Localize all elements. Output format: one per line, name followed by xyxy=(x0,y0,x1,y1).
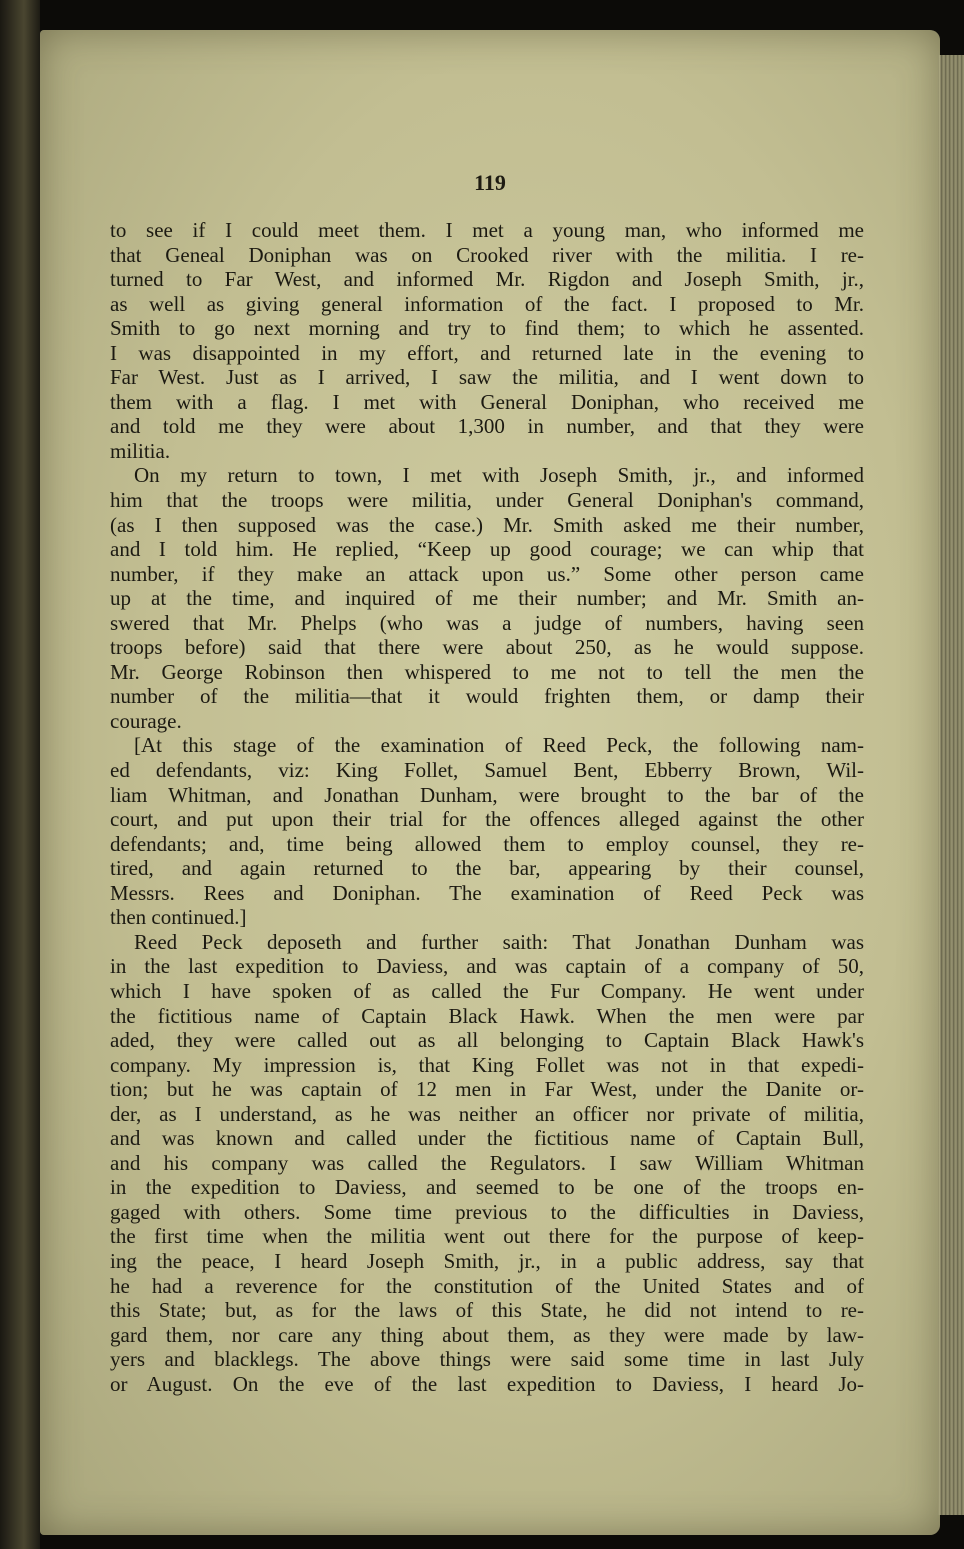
text-line: which I have spoken of as called the Fur Company. He went under xyxy=(110,978,864,1003)
text-line: that Geneal Doniphan was on Crooked river with the militia. I re- xyxy=(110,242,864,267)
text-line: to see if I could meet them. I met a young man, who informed me xyxy=(110,218,864,242)
text-line: this State; but, as for the laws of this State, he did not intend to re- xyxy=(110,1298,864,1323)
text-line: turned to Far West, and informed Mr. Rigdon and Joseph Smith, jr., xyxy=(110,267,864,292)
text-line: and told me they were about 1,300 in number, and that they were xyxy=(110,414,864,439)
text-line: ing the peace, I heard Joseph Smith, jr., in a public address, say that xyxy=(110,1248,864,1273)
text-line: number of the militia—that it would frighten them, or damp their xyxy=(110,684,864,709)
text-line: company. My impression is, that King Follet was not in that expedi- xyxy=(110,1052,864,1077)
text-line: number, if they make an attack upon us.” Some other person came xyxy=(110,561,864,586)
text-line: the fictitious name of Captain Black Hawk. When the men were par xyxy=(110,1003,864,1028)
text-line: I was disappointed in my effort, and returned late in the evening to xyxy=(110,340,864,365)
text-line: courage. xyxy=(110,708,182,733)
text-line: gaged with others. Some time previous to the difficulties in Daviess, xyxy=(110,1199,864,1224)
book-gutter xyxy=(0,0,40,1549)
text-line: or August. On the eve of the last expedition to Daviess, I heard Jo- xyxy=(110,1371,864,1396)
text-line: Mr. George Robinson then whispered to me not to tell the men the xyxy=(110,659,864,684)
text-line: Messrs. Rees and Doniphan. The examination of Reed Peck was xyxy=(110,880,864,905)
text-line: troops before) said that there were about 250, as he would suppose. xyxy=(110,635,864,660)
text-line: Far West. Just as I arrived, I saw the militia, and I went down to xyxy=(110,365,864,390)
text-line: Reed Peck deposeth and further saith: That Jonathan Dunham was xyxy=(134,929,864,954)
text-line: ed defendants, viz: King Follet, Samuel Bent, Ebberry Brown, Wil- xyxy=(110,758,864,783)
text-line: Smith to go next morning and try to find them; to which he assented. xyxy=(110,316,864,341)
text-line: in the last expedition to Daviess, and was captain of a company of 50, xyxy=(110,954,864,979)
text-line: aded, they were called out as all belonging to Captain Black Hawk's xyxy=(110,1028,864,1053)
text-line: up at the time, and inquired of me their number; and Mr. Smith an- xyxy=(110,586,864,611)
text-line: defendants; and, time being allowed them to employ counsel, they re- xyxy=(110,831,864,856)
text-line: he had a reverence for the constitution of the United States and of xyxy=(110,1273,864,1298)
text-line: him that the troops were militia, under General Doniphan's command, xyxy=(110,488,864,513)
text-line: [At this stage of the examination of Reed Peck, the following nam- xyxy=(134,733,864,758)
text-line: (as I then supposed was the case.) Mr. Smith asked me their number, xyxy=(110,512,864,537)
book-page xyxy=(40,30,940,1535)
text-line: gard them, nor care any thing about them, as they were made by law- xyxy=(110,1322,864,1347)
page-edges xyxy=(938,55,964,1515)
text-line: then continued.] xyxy=(110,905,247,930)
text-line: militia. xyxy=(110,438,171,463)
text-line: them with a flag. I met with General Doniphan, who received me xyxy=(110,389,864,414)
text-line: liam Whitman, and Jonathan Dunham, were brought to the bar of the xyxy=(110,782,864,807)
text-line: On my return to town, I met with Joseph Smith, jr., and informed xyxy=(134,463,864,488)
text-line: and his company was called the Regulators. I saw William Whitman xyxy=(110,1150,864,1175)
text-line: court, and put upon their trial for the offences alleged against the other xyxy=(110,807,864,832)
text-line: der, as I understand, as he was neither an officer nor private of militia, xyxy=(110,1101,864,1126)
text-line: in the expedition to Daviess, and seemed to be one of the troops en- xyxy=(110,1175,864,1200)
text-line: the first time when the militia went out there for the purpose of keep- xyxy=(110,1224,864,1249)
body-text xyxy=(110,218,864,1396)
text-line: tion; but he was captain of 12 men in Far West, under the Danite or- xyxy=(110,1077,864,1102)
text-line: yers and blacklegs. The above things were said some time in last July xyxy=(110,1347,864,1372)
text-line: swered that Mr. Phelps (who was a judge of numbers, having seen xyxy=(110,610,864,635)
text-line: and I told him. He replied, “Keep up good courage; we can whip that xyxy=(110,537,864,562)
text-line: as well as giving general information of the fact. I proposed to Mr. xyxy=(110,291,864,316)
page-number: 119 xyxy=(474,170,506,195)
text-line: tired, and again returned to the bar, appearing by their counsel, xyxy=(110,856,864,881)
text-line: and was known and called under the fictitious name of Captain Bull, xyxy=(110,1126,864,1151)
